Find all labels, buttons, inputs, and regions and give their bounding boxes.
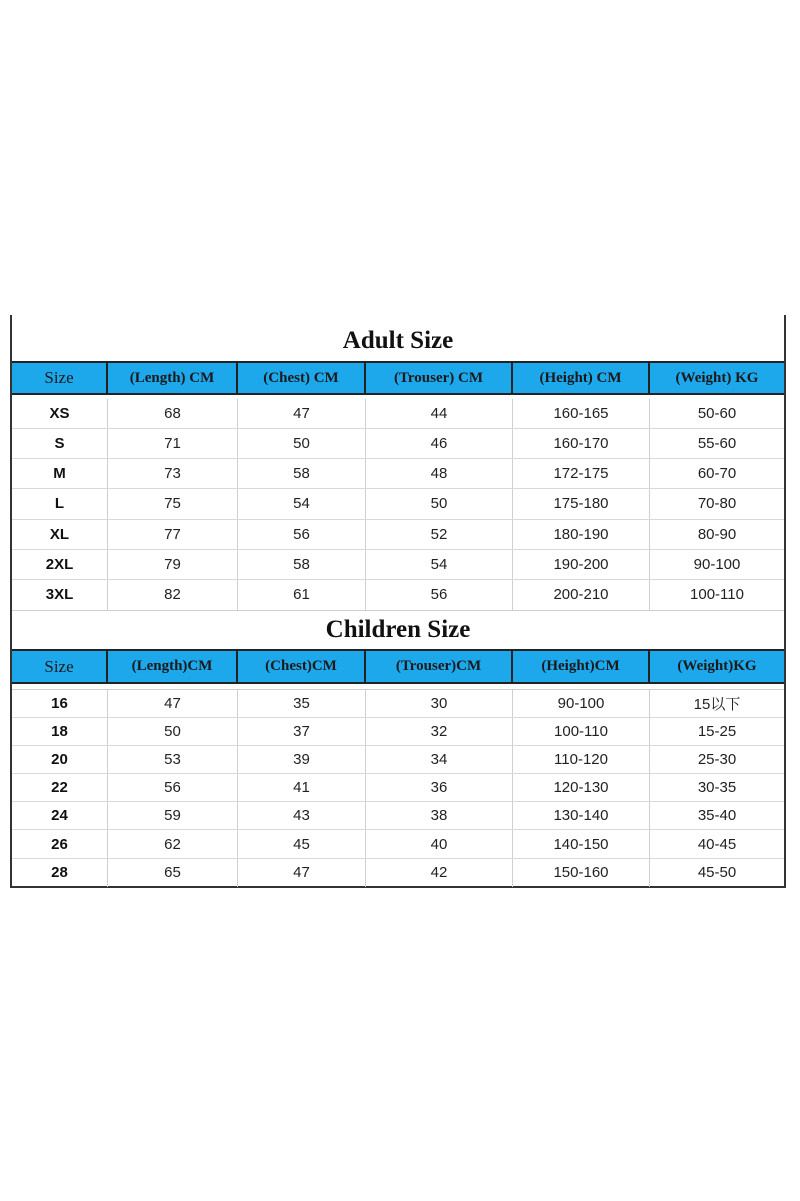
height-cell: 120-130: [513, 774, 650, 801]
table-row: [12, 746, 784, 774]
adult-header-length: (Length) CM: [108, 363, 238, 393]
height-cell: 190-200: [513, 550, 650, 579]
trouser-cell: 42: [366, 859, 513, 887]
trouser-cell: 38: [366, 802, 513, 829]
size-cell: 28: [12, 859, 108, 887]
size-cell: 22: [12, 774, 108, 801]
chest-cell: 54: [238, 489, 366, 518]
chest-cell: 61: [238, 580, 366, 610]
size-cell: 3XL: [12, 580, 108, 610]
table-row: [12, 459, 784, 489]
height-cell: 175-180: [513, 489, 650, 518]
chest-cell: 45: [238, 830, 366, 857]
children-size-table: [12, 689, 784, 887]
size-cell: S: [12, 429, 108, 458]
chest-cell: 41: [238, 774, 366, 801]
weight-cell: 15以下: [693, 696, 741, 714]
weight-cell: 25-30: [697, 751, 737, 769]
size-cell: 24: [12, 802, 108, 829]
trouser-cell: 56: [366, 580, 513, 610]
weight-cell: 35-40: [697, 807, 737, 825]
table-row: [12, 830, 784, 858]
trouser-cell: 54: [366, 550, 513, 579]
size-cell: L: [12, 489, 108, 518]
height-cell: 180-190: [513, 520, 650, 549]
size-cell: 18: [12, 718, 108, 745]
children-header-weight: (Weight)KG: [677, 658, 757, 674]
weight-cell: 55-60: [697, 435, 737, 453]
size-cell: 2XL: [12, 550, 108, 579]
children-header-chest: (Chest)CM: [238, 651, 366, 682]
size-cell: 26: [12, 830, 108, 857]
table-row: [12, 802, 784, 830]
height-cell: 90-100: [513, 690, 650, 717]
children-header-height: (Height)CM: [513, 651, 650, 682]
size-cell: 20: [12, 746, 108, 773]
weight-cell: 50-60: [697, 405, 737, 423]
height-cell: 150-160: [513, 859, 650, 887]
length-cell: 56: [108, 774, 238, 801]
table-row: [12, 690, 784, 718]
length-cell: 73: [108, 459, 238, 488]
chest-cell: 47: [238, 399, 366, 428]
table-row: [12, 489, 784, 519]
trouser-cell: 44: [366, 399, 513, 428]
weight-cell: 60-70: [697, 465, 737, 483]
chest-cell: 37: [238, 718, 366, 745]
trouser-cell: 36: [366, 774, 513, 801]
table-row: [12, 580, 784, 610]
table-row: [12, 774, 784, 802]
adult-size-title: Adult Size: [342, 327, 454, 354]
size-cell: XL: [12, 520, 108, 549]
length-cell: 50: [108, 718, 238, 745]
chest-cell: 56: [238, 520, 366, 549]
children-header-length: (Length)CM: [108, 651, 238, 682]
adult-size-table: [12, 399, 784, 610]
length-cell: 68: [108, 399, 238, 428]
height-cell: 110-120: [513, 746, 650, 773]
length-cell: 53: [108, 746, 238, 773]
size-chart: [10, 315, 786, 888]
adult-header-height: (Height) CM: [513, 363, 650, 393]
height-cell: 100-110: [513, 718, 650, 745]
length-cell: 79: [108, 550, 238, 579]
chest-cell: 43: [238, 802, 366, 829]
height-cell: 200-210: [513, 580, 650, 610]
length-cell: 62: [108, 830, 238, 857]
height-cell: 172-175: [513, 459, 650, 488]
weight-cell: 30-35: [697, 779, 737, 797]
trouser-cell: 48: [366, 459, 513, 488]
length-cell: 82: [108, 580, 238, 610]
chest-cell: 35: [238, 690, 366, 717]
chest-cell: 58: [238, 459, 366, 488]
length-cell: 47: [108, 690, 238, 717]
table-row: [12, 718, 784, 746]
trouser-cell: 46: [366, 429, 513, 458]
adult-header-size: Size: [12, 363, 108, 393]
table-row: [12, 399, 784, 429]
children-header-row: [12, 649, 784, 684]
table-row: [12, 520, 784, 550]
weight-cell: 40-45: [697, 835, 737, 853]
height-cell: 160-170: [513, 429, 650, 458]
adult-header-row: [12, 361, 784, 395]
chest-cell: 47: [238, 859, 366, 887]
trouser-cell: 40: [366, 830, 513, 857]
table-row: [12, 859, 784, 887]
weight-cell: 80-90: [697, 525, 737, 543]
length-cell: 65: [108, 859, 238, 887]
trouser-cell: 50: [366, 489, 513, 518]
chest-cell: 58: [238, 550, 366, 579]
length-cell: 75: [108, 489, 238, 518]
height-cell: 140-150: [513, 830, 650, 857]
height-cell: 160-165: [513, 399, 650, 428]
chest-cell: 50: [238, 429, 366, 458]
trouser-cell: 30: [366, 690, 513, 717]
children-size-title: Children Size: [325, 616, 471, 643]
table-row: [12, 429, 784, 459]
adult-header-chest: (Chest) CM: [238, 363, 366, 393]
table-row: [12, 550, 784, 580]
weight-cell: 15-25: [697, 723, 737, 741]
children-header-trouser: (Trouser)CM: [366, 651, 513, 682]
children-header-size: Size: [12, 651, 108, 682]
size-cell: 16: [12, 690, 108, 717]
trouser-cell: 32: [366, 718, 513, 745]
weight-cell: 70-80: [697, 495, 737, 513]
adult-header-weight: (Weight) KG: [675, 369, 759, 386]
weight-cell: 90-100: [693, 555, 741, 573]
chest-cell: 39: [238, 746, 366, 773]
size-cell: M: [12, 459, 108, 488]
weight-cell: 45-50: [697, 864, 737, 882]
size-cell: XS: [12, 399, 108, 428]
adult-header-trouser: (Trouser) CM: [366, 363, 513, 393]
trouser-cell: 34: [366, 746, 513, 773]
height-cell: 130-140: [513, 802, 650, 829]
section-divider: [12, 610, 784, 611]
length-cell: 59: [108, 802, 238, 829]
weight-cell: 100-110: [690, 586, 744, 604]
length-cell: 71: [108, 429, 238, 458]
length-cell: 77: [108, 520, 238, 549]
trouser-cell: 52: [366, 520, 513, 549]
